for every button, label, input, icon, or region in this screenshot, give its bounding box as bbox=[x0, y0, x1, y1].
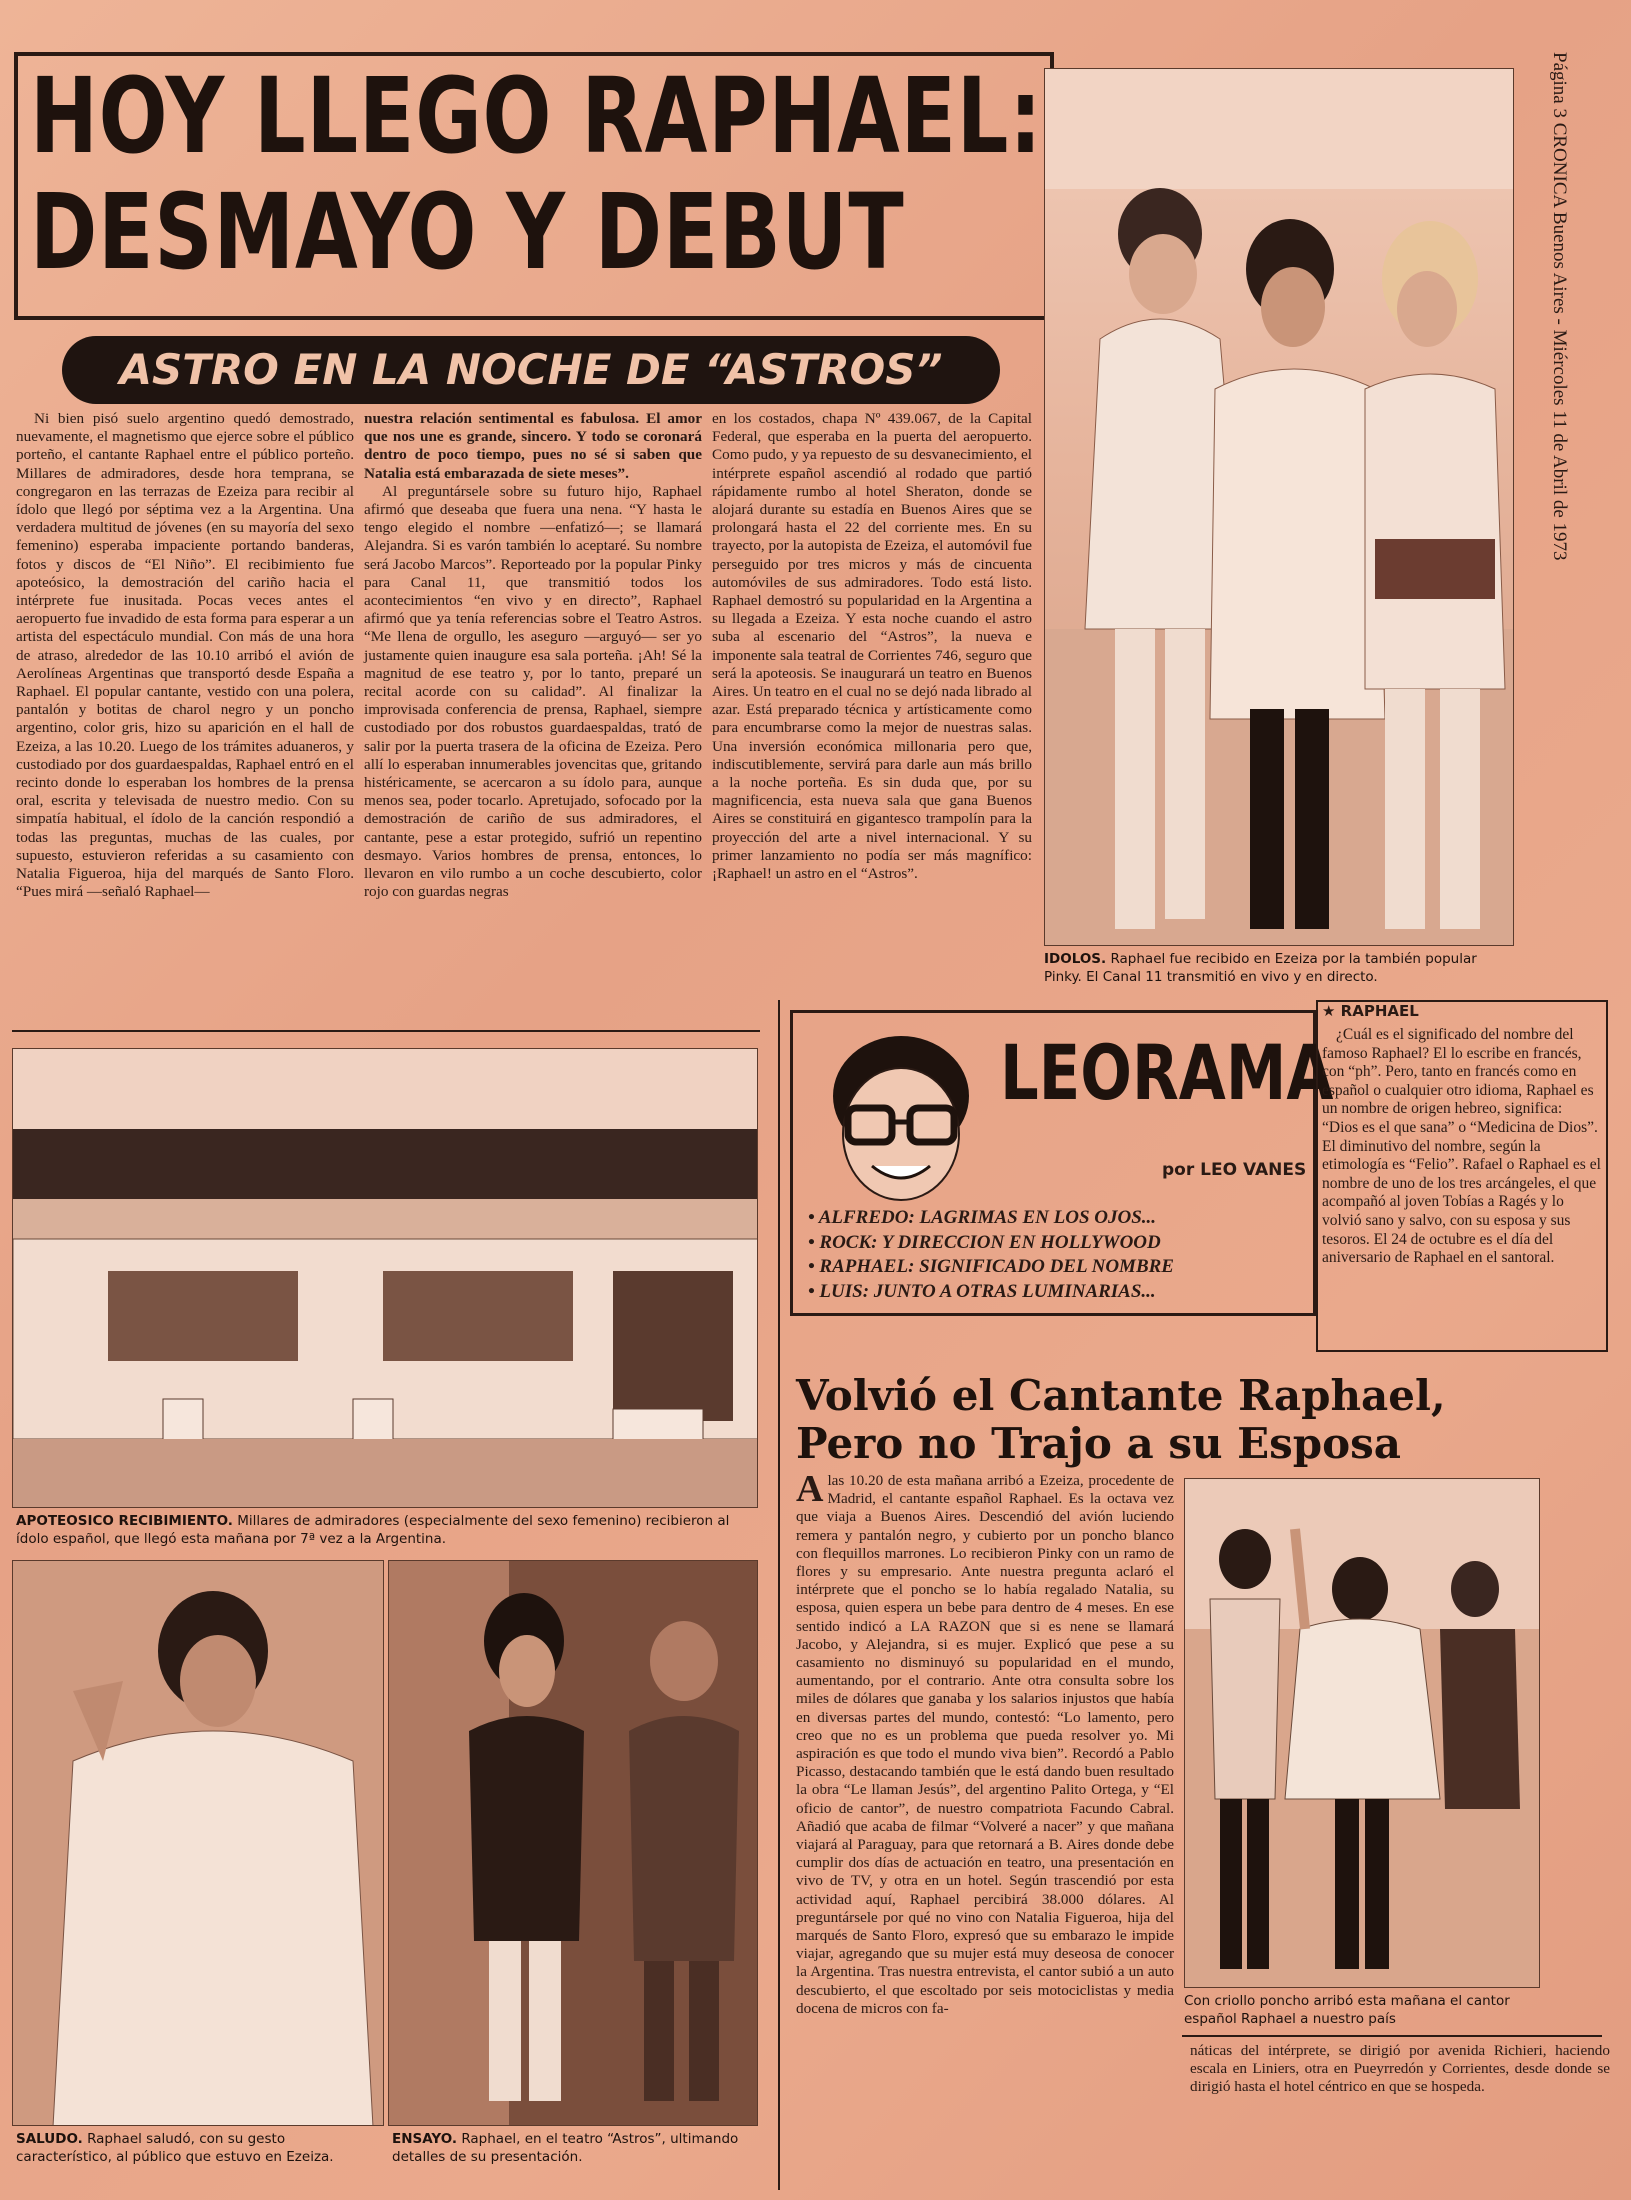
photo-ensayo-illustration bbox=[389, 1561, 758, 2126]
caption-saludo-label: SALUDO. bbox=[16, 2131, 83, 2147]
caption-idolos bbox=[1044, 950, 1514, 986]
article2-tail bbox=[1190, 2042, 1610, 2097]
caption-ensayo bbox=[392, 2130, 758, 2166]
portrait-illustration bbox=[812, 1026, 990, 1208]
article2-title-line-2: Pero no Trajo a su Esposa bbox=[796, 1419, 1402, 1468]
leorama-byline: por LEO VANES bbox=[1162, 1160, 1307, 1180]
photo-idolos bbox=[1044, 68, 1514, 946]
photo-ensayo bbox=[388, 1560, 758, 2126]
leorama-bullet: • ALFREDO: LAGRIMAS EN LOS OJOS... bbox=[808, 1207, 1157, 1228]
caption-apoteosico-label: APOTEOSICO RECIBIMIENTO. bbox=[16, 1513, 233, 1529]
article1-col2-text: Al preguntársele sobre su futuro hijo, Raphael afirmó que deseaba que fuera una nena. “Y hasta le tengo elegido el nombre —enfatizó—; se llamará Alejandra. Si es varón también lo aceptaré. Su nombre será Jacobo Marcos”. Reporteado por la popular Pinky para Canal 11, que transmitió todos los acontecimientos “en vivo y en directo”, Raphael afirmó que ya tenía referencias sobre el Teatro Astros. “Me llena de orgullo, les aseguro —arguyó— ser yo justamente quien inaugure esa sala porteña. ¡Ah! Sé la magnitud de ese teatro y, por lo tanto, preparé un recital acorde con su calidad”. Al finalizar la improvisada conferencia de prensa, Raphael, siempre custodiado por dos robustos guardaespaldas, trató de salir por la puerta trasera de la oficina de Ezeiza. Pero allí lo esperaban innumerables jovencitas que, gritando histéricamente, se acercaron a su ídolo para, aunque menos sea, poder tocarlo. Apretujado, sofocado por la demostración de cariño de sus admiradores, el cantante, pese a estar protegido, sufrió un repentino desmayo. Varios hombres de prensa, entonces, lo llevaron en vilo rumbo a un coche descubierto, color rojo con guardas negras bbox=[364, 482, 702, 901]
article2-dropcap: A bbox=[796, 1468, 824, 1510]
section-banner: ASTRO EN LA NOCHE DE “ASTROS” bbox=[62, 336, 1000, 404]
article2-title bbox=[796, 1372, 1606, 1468]
divider-line bbox=[12, 1030, 760, 1032]
leorama-bullets bbox=[808, 1206, 1308, 1304]
photo-saludo bbox=[12, 1560, 384, 2126]
article2-tail-text: náticas del intérprete, se dirigió por avenida Richieri, haciendo escala en Liniers, otra en Pueyrredón y Corrientes, desde donde se dirigió hasta el hotel céntrico en que se hospeda. bbox=[1190, 2042, 1610, 2096]
leorama-title: LEORAMA bbox=[1000, 1028, 1334, 1117]
photo-apoteosico bbox=[12, 1048, 758, 1508]
photo-poncho bbox=[1184, 1478, 1540, 1988]
page-side-header: Página 3 CRONICA Buenos Aires - Miércoles 11 de Abril de 1973 bbox=[1549, 52, 1570, 561]
photo-apoteosico-illustration bbox=[13, 1049, 758, 1508]
article2-body-text: las 10.20 de esta mañana arribó a Ezeiza, procedente de Madrid, el cantante español Raphael. Es la octava vez que viaja a Buenos Aires. Descendió del avión luciendo remera y pantalón negro, y cubierto por un poncho blanco con flequillos marrones. Lo recibieron Pinky con un ramo de flores y su empresario. Ante nuestra pregunta aclaró el intérprete que el poncho se lo había regalado Natalia, su esposa, quien espera un bebe para dentro de 4 meses. En ese sentido indicó a LA RAZON que si es nene se llamará Jacobo, y Alejandra, si es mujer. Explicó que pese a su casamiento no disminuyó su popularidad en el mundo, aumentando, por el contrario. Ante otra consulta sobre los miles de dólares que ganaba y los salarios injustos que había en diversas partes del mundo, contestó: “Lo lamento, pero creo que no es un problema que pueda resolver yo. Mi aspiración es que todo el mundo viva bien”. Recordó a Pablo Picasso, destacando también que le está dando buen resultado la obra “Le llaman Jesús”, del argentino Palito Ortega, y “El oficio de cantor”, de nuestro compatriota Facundo Cabral. Añadió que acaba de filmar “Volveré a nacer” y que mañana viajará al Paraguay, para que retornará a B. Aires donde debe cumplir dos días de actuación en teatro, una presentación en vivo de TV, y otra en un hotel. Según trascendió por esta actividad aquí, Raphael percibirá 38.000 dólares. Al preguntársele por qué no vino con Natalia Figueroa, hija del marqués de Santo Floro, expresó que su embarazo le impide viajar, agregando que su mujer está muy deseosa de conocer la Argentina. Tras nuestra entrevista, el cantor subió a un auto descubierto, el que escoltado por seis motociclistas y media docena de micros con fa- bbox=[796, 1472, 1174, 2017]
caption-ensayo-text: Raphael, en el teatro “Astros”, ultimando detalles de su presentación. bbox=[392, 2131, 739, 2165]
raphael-box-text-wrap bbox=[1322, 1026, 1602, 1268]
article1-col3-text: en los costados, chapa Nº 439.067, de la Capital Federal, que esperaba en la puerta del aeropuerto. Como pudo, y ya repuesto de su desvanecimiento, el intérprete español ascendió al rodado que partió rápidamente rumbo al hotel Sheraton, donde se alojará durante su estadía en Buenos Aires que se prolongará hasta el 22 del corriente mes. En su trayecto, por la autopista de Ezeiza, el automóvil fue perseguido por tres micros y más de cincuenta automóviles de sus admiradores. Todo está listo. Raphael demostró su popularidad en la Argentina a su llegada a Ezeiza. Y esta noche cuando el astro suba al escenario del “Astros”, la nueva e imponente sala teatral de Corrientes 746, seguro que será la apoteosis. Se inaugurará un teatro en Buenos Aires. Un teatro en el cual no se dejó nada librado al azar. Está preparado técnica y artísticamente como para encumbrarse como la mejor de nuestras salas. Una inversión económica millonaria pero que, indiscutiblemente, servirá para darle aun más brillo a la noche porteña. Es sin duda que, por su magnificencia, esta nueva sala que gana Buenos Aires se constituirá en gigantesco trampolín para la proyección del arte a nivel internacional. Y su primer lanzamiento no podía ser más magnífico: ¡Raphael! un astro en el “Astros”. bbox=[712, 410, 1032, 883]
caption-poncho: Con criollo poncho arribó esta mañana el cantor español Raphael a nuestro país bbox=[1184, 1993, 1510, 2027]
raphael-box-head: ★ RAPHAEL bbox=[1322, 1002, 1419, 1020]
divider-line bbox=[778, 1000, 780, 2190]
caption-saludo bbox=[16, 2130, 384, 2166]
photo-idolos-illustration bbox=[1045, 69, 1514, 946]
headline-line-2: DESMAYO Y DEBUT bbox=[30, 171, 905, 293]
article1-col3 bbox=[712, 410, 1032, 883]
caption-apoteosico bbox=[16, 1512, 756, 1548]
leo-vanes-portrait bbox=[812, 1026, 990, 1208]
divider-line bbox=[1182, 2035, 1602, 2037]
headline-line-1: HOY LLEGO RAPHAEL: bbox=[30, 55, 1043, 177]
caption-ensayo-label: ENSAYO. bbox=[392, 2131, 458, 2147]
article1-col2 bbox=[364, 410, 702, 901]
caption-idolos-text: Raphael fue recibido en Ezeiza por la también popular Pinky. El Canal 11 transmitió en vivo y en directo. bbox=[1044, 951, 1477, 985]
leorama-bullet: • RAPHAEL: SIGNIFICADO DEL NOMBRE bbox=[808, 1256, 1174, 1277]
article1-col1-text: Ni bien pisó suelo argentino quedó demostrado, nuevamente, el magnetismo que ejerce sobre el público porteño, el cantante Raphael entre el público porteño. Millares de admiradores, desde hora temprana, se congregaron en las terrazas de Ezeiza para recibir al ídolo que llegó por séptima vez a la Argentina. Una verdadera multitud de jóvenes (en su mayoría del sexo femenino) esperaba impaciente portando banderas, fotos y discos de “El Niño”. El recibimiento fue apoteósico, la demostración del cariño hacia el intérprete fue inusitada. Pocas veces antes el aeropuerto fue invadido de esta forma para esperar a un artista del espectáculo mundial. Con más de una hora de atraso, alrededor de las 10.10 arribó el avión de Aerolíneas Argentinas que transportó desde España a Raphael. El popular cantante, vestido con una polera, pantalón y botitas de charol negro y un poncho argentino, color gris, hizo su aparición en el hall de Ezeiza, a las 10.20. Luego de los trámites aduaneros, y custodiado por dos guardaespaldas, Raphael entró en el recinto donde lo esperaban los hombres de la prensa oral, escrita y televisada de nuestro medio. Con su simpatía habitual, el ídolo de la canción respondió a todas las preguntas, muchas de las cuales, por supuesto, estuvieron referidas a su casamiento con Natalia Figueroa, hija del marqués de Santo Floro. “Pues mirá —señaló Raphael— bbox=[16, 410, 354, 901]
leorama-bullet: • ROCK: Y DIRECCION EN HOLLYWOOD bbox=[808, 1231, 1161, 1253]
article2-body bbox=[796, 1468, 1174, 2018]
photo-saludo-illustration bbox=[13, 1561, 384, 2126]
article2-title-line-1: Volvió el Cantante Raphael, bbox=[796, 1371, 1446, 1420]
leorama-bullet: • LUIS: JUNTO A OTRAS LUMINARIAS... bbox=[808, 1280, 1156, 1302]
article1-col2-bold: nuestra relación sentimental es fabulosa. El amor que nos une es grande, sincero. Y todo se coronará dentro de poco tiempo, pues no sé si saben que Natalia está embarazada de siete meses”. bbox=[364, 410, 702, 482]
article1-col1 bbox=[16, 410, 354, 901]
caption-saludo-text: Raphael saludó, con su gesto característico, al público que estuvo en Ezeiza. bbox=[16, 2131, 334, 2165]
caption-apoteosico-text: Millares de admiradores (especialmente del sexo femenino) recibieron al ídolo español, que llegó esta mañana por 7ª vez a la Argentina. bbox=[16, 1513, 730, 1547]
raphael-box-text: ¿Cuál es el significado del nombre del famoso Raphael? El lo escribe en francés, con “ph”. Pero, tanto en francés como en español o cualquier otro idioma, Raphael es un nombre de origen hebreo, significa: “Dios es el que sana” o “Medicina de Dios”. El diminutivo del nombre, según la etimología es “Felio”. Rafael o Raphael es el nombre de uno de los tres arcángeles, el que acompañó al joven Tobías a Ragés y lo volvió sano y salvo, con su esposa y sus tesoros. El 24 de octubre es el día del aniversario de Raphael en el santoral. bbox=[1322, 1026, 1601, 1267]
caption-idolos-label: IDOLOS. bbox=[1044, 951, 1107, 967]
main-headline bbox=[30, 55, 1043, 293]
photo-poncho-illustration bbox=[1185, 1479, 1540, 1988]
